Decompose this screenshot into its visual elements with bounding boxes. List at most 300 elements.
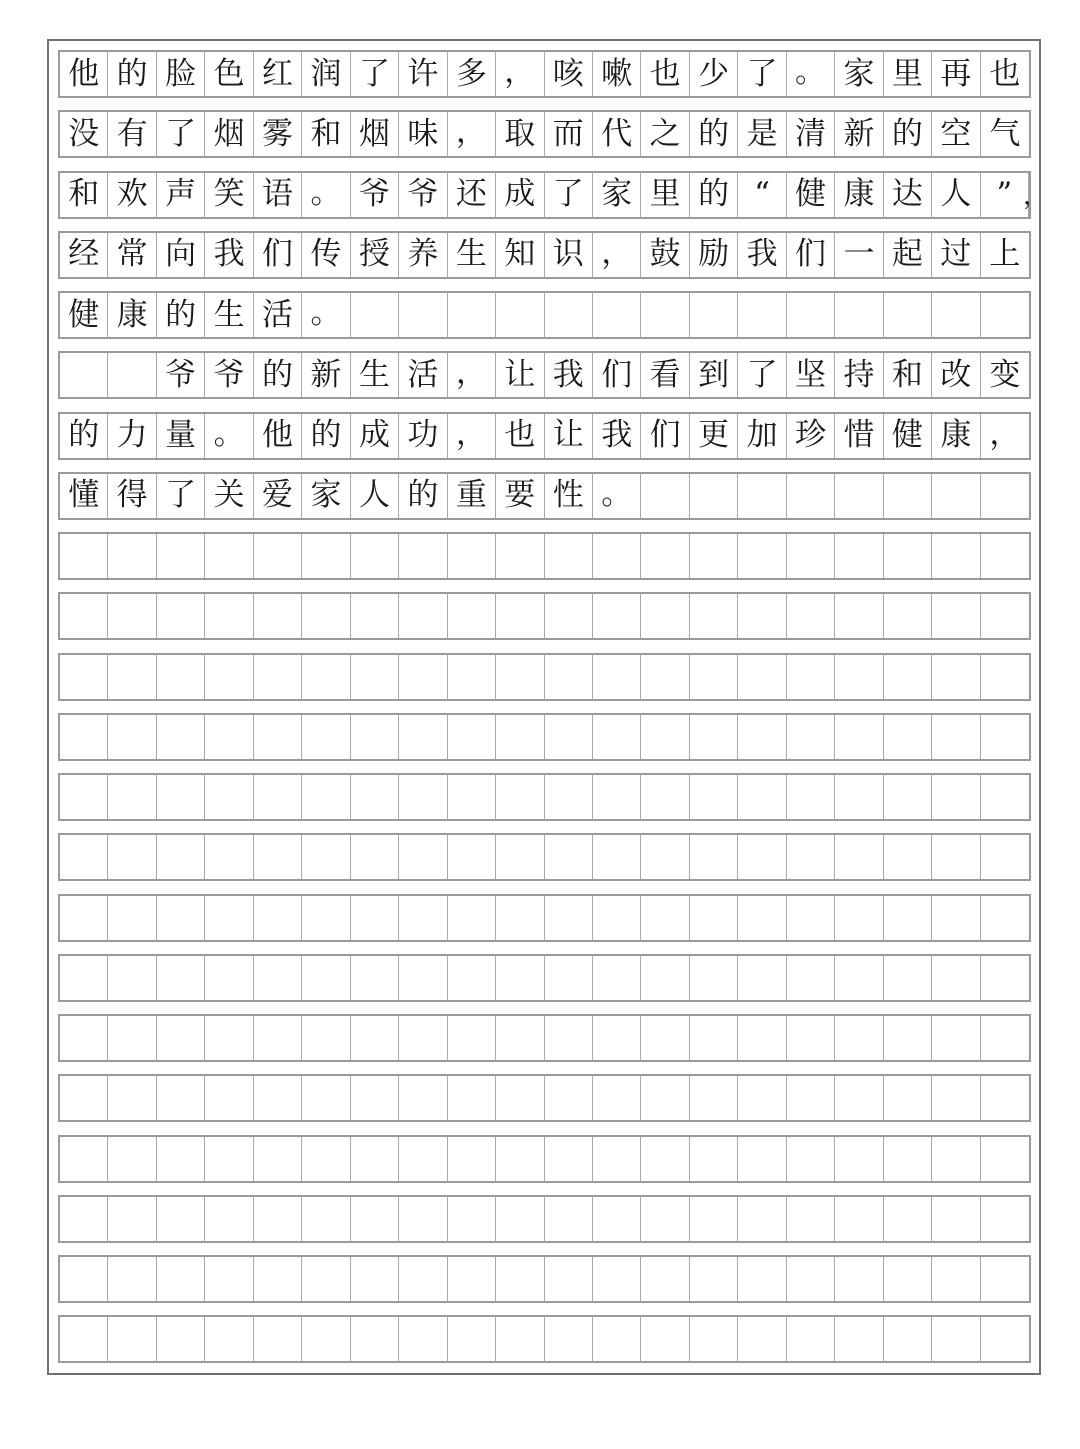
grid-cell bbox=[399, 1016, 447, 1060]
grid-cell bbox=[157, 896, 205, 940]
grid-cell bbox=[496, 775, 544, 819]
grid-cell bbox=[641, 835, 689, 879]
grid-cell: ， bbox=[448, 112, 496, 156]
grid-cell bbox=[641, 474, 689, 518]
grid-cell bbox=[448, 293, 496, 337]
grid-cell bbox=[351, 1016, 399, 1060]
grid-cell bbox=[690, 474, 738, 518]
grid-row bbox=[58, 351, 1031, 399]
grid-cell: 们 bbox=[787, 233, 835, 277]
grid-cell bbox=[254, 715, 302, 759]
grid-row bbox=[58, 50, 1031, 98]
grid-cell bbox=[302, 1317, 350, 1361]
grid-cell bbox=[641, 896, 689, 940]
grid-cell bbox=[787, 293, 835, 337]
grid-cell bbox=[593, 293, 641, 337]
grid-cell bbox=[254, 1016, 302, 1060]
grid-row bbox=[58, 171, 1050, 219]
grid-cell bbox=[254, 1137, 302, 1181]
grid-cell bbox=[108, 715, 156, 759]
grid-cell bbox=[448, 715, 496, 759]
grid-cell bbox=[351, 956, 399, 1000]
grid-cell bbox=[981, 1317, 1029, 1361]
grid-cell bbox=[254, 1257, 302, 1301]
grid-cell bbox=[205, 1137, 253, 1181]
grid-cell bbox=[738, 835, 786, 879]
grid-cell bbox=[254, 835, 302, 879]
grid-cell bbox=[302, 835, 350, 879]
grid-cell bbox=[593, 1137, 641, 1181]
grid-cell bbox=[932, 896, 980, 940]
grid-cell bbox=[787, 1317, 835, 1361]
grid-cell bbox=[981, 1137, 1029, 1181]
grid-cell: 清 bbox=[787, 112, 835, 156]
grid-cell bbox=[448, 1076, 496, 1120]
grid-cell bbox=[932, 956, 980, 1000]
grid-cell: 声 bbox=[157, 173, 205, 217]
grid-cell: 笑 bbox=[205, 173, 253, 217]
grid-cell bbox=[641, 715, 689, 759]
grid-cell: 红 bbox=[254, 52, 302, 96]
grid-cell bbox=[60, 655, 108, 699]
grid-cell bbox=[641, 1137, 689, 1181]
grid-cell: 持 bbox=[835, 353, 883, 397]
grid-cell bbox=[835, 594, 883, 638]
grid-row bbox=[58, 1195, 1031, 1243]
grid-cell bbox=[545, 594, 593, 638]
grid-row bbox=[58, 653, 1031, 701]
grid-cell: 改 bbox=[932, 353, 980, 397]
grid-row bbox=[58, 1014, 1031, 1062]
grid-cell: 咳 bbox=[545, 52, 593, 96]
grid-cell bbox=[545, 775, 593, 819]
grid-cell bbox=[787, 1257, 835, 1301]
grid-cell bbox=[738, 715, 786, 759]
grid-cell bbox=[205, 534, 253, 578]
grid-cell: 起 bbox=[884, 233, 932, 277]
grid-cell: 家 bbox=[835, 52, 883, 96]
grid-cell: 健 bbox=[787, 173, 835, 217]
grid-cell bbox=[205, 1076, 253, 1120]
grid-row bbox=[58, 532, 1031, 580]
grid-cell bbox=[884, 1076, 932, 1120]
grid-cell bbox=[641, 1257, 689, 1301]
grid-cell bbox=[835, 1317, 883, 1361]
grid-cell: 的 bbox=[690, 112, 738, 156]
grid-cell bbox=[351, 1257, 399, 1301]
grid-cell bbox=[157, 1137, 205, 1181]
grid-cell bbox=[157, 1197, 205, 1241]
grid-cell bbox=[835, 1076, 883, 1120]
grid-cell: 功 bbox=[399, 414, 447, 458]
grid-cell: 上 bbox=[989, 236, 1021, 273]
grid-cell: 了 bbox=[351, 52, 399, 96]
grid-cell bbox=[157, 775, 205, 819]
grid-cell bbox=[981, 655, 1029, 699]
grid-cell bbox=[448, 896, 496, 940]
grid-cell: 他 bbox=[60, 52, 108, 96]
grid-cell bbox=[254, 594, 302, 638]
grid-cell: 的 bbox=[302, 414, 350, 458]
grid-cell: 爷 bbox=[399, 173, 447, 217]
grid-cell bbox=[157, 655, 205, 699]
grid-cell: 了 bbox=[738, 353, 786, 397]
grid-cell bbox=[593, 1076, 641, 1120]
grid-cell bbox=[157, 1016, 205, 1060]
grid-cell bbox=[496, 1137, 544, 1181]
grid-cell: 康 bbox=[108, 293, 156, 337]
grid-cell bbox=[593, 956, 641, 1000]
grid-cell bbox=[884, 835, 932, 879]
grid-row bbox=[58, 472, 1031, 520]
grid-cell bbox=[787, 534, 835, 578]
grid-cell: 的 bbox=[108, 52, 156, 96]
grid-cell bbox=[981, 474, 1029, 518]
grid-cell bbox=[545, 1257, 593, 1301]
grid-cell bbox=[884, 1257, 932, 1301]
grid-row bbox=[58, 1255, 1031, 1303]
grid-cell bbox=[302, 715, 350, 759]
grid-cell bbox=[738, 594, 786, 638]
grid-cell bbox=[932, 1257, 980, 1301]
grid-cell: 烟 bbox=[205, 112, 253, 156]
grid-cell bbox=[690, 1197, 738, 1241]
grid-cell bbox=[448, 1317, 496, 1361]
grid-cell bbox=[641, 534, 689, 578]
grid-cell: 的 bbox=[60, 414, 108, 458]
grid-cell: 。 bbox=[302, 173, 350, 217]
grid-cell: 爷 bbox=[157, 353, 205, 397]
grid-cell bbox=[545, 835, 593, 879]
grid-cell: 之 bbox=[641, 112, 689, 156]
grid-cell: 和 bbox=[884, 353, 932, 397]
grid-cell: 人 bbox=[932, 173, 980, 217]
grid-cell bbox=[448, 534, 496, 578]
grid-cell bbox=[738, 896, 786, 940]
grid-cell bbox=[302, 1137, 350, 1181]
grid-cell: 也 bbox=[496, 414, 544, 458]
grid-cell bbox=[205, 1257, 253, 1301]
grid-cell: 色 bbox=[205, 52, 253, 96]
grid-cell: 了 bbox=[157, 112, 205, 156]
grid-cell bbox=[157, 594, 205, 638]
grid-cell bbox=[932, 293, 980, 337]
grid-cell: 加 bbox=[738, 414, 786, 458]
grid-cell bbox=[690, 956, 738, 1000]
grid-cell bbox=[60, 1257, 108, 1301]
grid-cell bbox=[690, 594, 738, 638]
grid-cell bbox=[496, 1076, 544, 1120]
grid-cell bbox=[545, 534, 593, 578]
grid-cell: 也 bbox=[989, 55, 1021, 92]
grid-cell bbox=[787, 896, 835, 940]
grid-cell bbox=[157, 715, 205, 759]
grid-cell: 雾 bbox=[254, 112, 302, 156]
grid-cell bbox=[884, 715, 932, 759]
grid-row bbox=[58, 833, 1031, 881]
grid-cell bbox=[108, 594, 156, 638]
grid-cell bbox=[60, 353, 108, 397]
grid-cell bbox=[302, 1197, 350, 1241]
grid-cell bbox=[690, 293, 738, 337]
grid-cell bbox=[60, 1137, 108, 1181]
grid-cell bbox=[302, 1076, 350, 1120]
grid-cell bbox=[981, 1197, 1029, 1241]
grid-cell bbox=[157, 1317, 205, 1361]
grid-cell bbox=[738, 293, 786, 337]
grid-cell bbox=[448, 1137, 496, 1181]
grid-cell bbox=[157, 1257, 205, 1301]
grid-cell bbox=[399, 1137, 447, 1181]
grid-cell bbox=[496, 956, 544, 1000]
grid-cell bbox=[641, 1016, 689, 1060]
grid-cell: 味 bbox=[399, 112, 447, 156]
grid-cell: 们 bbox=[254, 233, 302, 277]
grid-cell bbox=[593, 1016, 641, 1060]
grid-cell bbox=[448, 594, 496, 638]
grid-cell: 我 bbox=[593, 414, 641, 458]
grid-cell: 的 bbox=[254, 353, 302, 397]
grid-cell: 家 bbox=[302, 474, 350, 518]
grid-cell: 看 bbox=[641, 353, 689, 397]
grid-cell: 新 bbox=[835, 112, 883, 156]
grid-cell: 珍 bbox=[787, 414, 835, 458]
grid-row bbox=[58, 291, 1031, 339]
grid-cell bbox=[302, 594, 350, 638]
grid-row bbox=[58, 954, 1031, 1002]
grid-cell bbox=[254, 1197, 302, 1241]
grid-cell bbox=[399, 715, 447, 759]
grid-cell: 们 bbox=[641, 414, 689, 458]
grid-cell bbox=[60, 1016, 108, 1060]
grid-cell bbox=[835, 534, 883, 578]
grid-cell bbox=[981, 956, 1029, 1000]
grid-cell bbox=[787, 1197, 835, 1241]
grid-cell: ” bbox=[981, 173, 1029, 217]
grid-cell bbox=[351, 1137, 399, 1181]
grid-cell bbox=[399, 835, 447, 879]
grid-cell bbox=[496, 655, 544, 699]
grid-row bbox=[58, 894, 1031, 942]
grid-cell bbox=[302, 896, 350, 940]
grid-cell bbox=[205, 1317, 253, 1361]
grid-cell bbox=[738, 1197, 786, 1241]
grid-cell bbox=[884, 1317, 932, 1361]
grid-cell bbox=[302, 1257, 350, 1301]
grid-cell bbox=[690, 534, 738, 578]
grid-cell bbox=[108, 1016, 156, 1060]
grid-cell: 。 bbox=[787, 52, 835, 96]
grid-cell bbox=[157, 534, 205, 578]
grid-cell bbox=[835, 715, 883, 759]
grid-cell bbox=[641, 1076, 689, 1120]
grid-cell bbox=[932, 1317, 980, 1361]
grid-cell bbox=[738, 1257, 786, 1301]
grid-cell bbox=[399, 896, 447, 940]
grid-cell bbox=[641, 655, 689, 699]
grid-cell: 再 bbox=[932, 52, 980, 96]
grid-cell bbox=[593, 835, 641, 879]
grid-cell bbox=[835, 956, 883, 1000]
grid-cell bbox=[690, 1016, 738, 1060]
grid-cell bbox=[738, 534, 786, 578]
grid-cell bbox=[932, 655, 980, 699]
grid-cell bbox=[932, 534, 980, 578]
grid-cell bbox=[787, 474, 835, 518]
grid-cell bbox=[981, 715, 1029, 759]
grid-cell: 爷 bbox=[205, 353, 253, 397]
grid-cell: 里 bbox=[884, 52, 932, 96]
grid-cell: 了 bbox=[738, 52, 786, 96]
grid-cell bbox=[302, 956, 350, 1000]
grid-cell bbox=[60, 1317, 108, 1361]
grid-cell bbox=[545, 655, 593, 699]
grid-cell: 授 bbox=[351, 233, 399, 277]
grid-cell bbox=[835, 655, 883, 699]
grid-cell bbox=[690, 1137, 738, 1181]
grid-cell bbox=[205, 594, 253, 638]
grid-cell bbox=[593, 1317, 641, 1361]
grid-cell: 润 bbox=[302, 52, 350, 96]
grid-cell bbox=[108, 896, 156, 940]
grid-cell bbox=[399, 1317, 447, 1361]
grid-cell: 传 bbox=[302, 233, 350, 277]
grid-cell bbox=[254, 956, 302, 1000]
grid-cell bbox=[981, 1016, 1029, 1060]
grid-cell: 我 bbox=[738, 233, 786, 277]
grid-cell bbox=[254, 1076, 302, 1120]
grid-cell bbox=[787, 1137, 835, 1181]
grid-cell bbox=[399, 775, 447, 819]
grid-cell bbox=[641, 775, 689, 819]
grid-cell bbox=[738, 956, 786, 1000]
grid-cell: 力 bbox=[108, 414, 156, 458]
grid-cell bbox=[205, 1197, 253, 1241]
grid-cell bbox=[108, 353, 156, 397]
grid-cell: 我 bbox=[545, 353, 593, 397]
grid-cell bbox=[545, 896, 593, 940]
grid-cell: ， bbox=[593, 233, 641, 277]
grid-cell bbox=[593, 775, 641, 819]
grid-cell bbox=[157, 1076, 205, 1120]
grid-cell bbox=[641, 594, 689, 638]
grid-cell bbox=[932, 775, 980, 819]
grid-cell: 和 bbox=[60, 173, 108, 217]
grid-cell: 生 bbox=[351, 353, 399, 397]
grid-cell bbox=[496, 835, 544, 879]
grid-cell bbox=[738, 474, 786, 518]
grid-cell: 生 bbox=[205, 293, 253, 337]
grid-cell bbox=[932, 594, 980, 638]
grid-cell: 。 bbox=[302, 293, 350, 337]
grid-cell: 成 bbox=[351, 414, 399, 458]
grid-cell bbox=[884, 1016, 932, 1060]
grid-cell bbox=[835, 775, 883, 819]
grid-cell: 有 bbox=[108, 112, 156, 156]
grid-cell: 量 bbox=[157, 414, 205, 458]
margin-punctuation: ， bbox=[1023, 180, 1050, 211]
grid-cell: 要 bbox=[496, 474, 544, 518]
grid-cell bbox=[399, 1197, 447, 1241]
grid-cell bbox=[254, 775, 302, 819]
grid-cell bbox=[932, 1016, 980, 1060]
grid-cell: 过 bbox=[932, 233, 980, 277]
grid-cell bbox=[157, 956, 205, 1000]
grid-cell bbox=[641, 293, 689, 337]
grid-cell bbox=[738, 1317, 786, 1361]
grid-cell: 让 bbox=[545, 414, 593, 458]
grid-cell bbox=[787, 1016, 835, 1060]
grid-cell bbox=[448, 956, 496, 1000]
grid-cell bbox=[738, 775, 786, 819]
grid-cell bbox=[351, 1076, 399, 1120]
grid-cell: 懂 bbox=[60, 474, 108, 518]
grid-cell bbox=[60, 896, 108, 940]
grid-cell: 经 bbox=[60, 233, 108, 277]
grid-cell bbox=[351, 835, 399, 879]
grid-cell: 向 bbox=[157, 233, 205, 277]
grid-cell bbox=[108, 956, 156, 1000]
grid-cell bbox=[399, 534, 447, 578]
grid-cell bbox=[981, 1257, 1029, 1301]
grid-cell: 新 bbox=[302, 353, 350, 397]
grid-cell bbox=[641, 1197, 689, 1241]
grid-cell bbox=[351, 655, 399, 699]
grid-row bbox=[58, 1135, 1031, 1183]
grid-cell bbox=[545, 1076, 593, 1120]
grid-cell: 爷 bbox=[351, 173, 399, 217]
grid-cell bbox=[205, 896, 253, 940]
grid-cell bbox=[593, 655, 641, 699]
grid-cell bbox=[787, 655, 835, 699]
grid-cell bbox=[932, 1197, 980, 1241]
grid-cell bbox=[981, 835, 1029, 879]
grid-cell bbox=[787, 594, 835, 638]
grid-cell bbox=[254, 1317, 302, 1361]
grid-cell bbox=[932, 835, 980, 879]
grid-cell bbox=[302, 655, 350, 699]
grid-cell bbox=[787, 1076, 835, 1120]
grid-cell: 。 bbox=[593, 474, 641, 518]
grid-cell: 也 bbox=[641, 52, 689, 96]
grid-cell bbox=[496, 1317, 544, 1361]
grid-cell bbox=[351, 715, 399, 759]
grid-cell bbox=[593, 1257, 641, 1301]
grid-cell bbox=[787, 715, 835, 759]
grid-cell bbox=[835, 1257, 883, 1301]
grid-cell bbox=[835, 293, 883, 337]
grid-cell bbox=[738, 1076, 786, 1120]
grid-cell bbox=[884, 1197, 932, 1241]
grid-cell bbox=[448, 655, 496, 699]
grid-cell bbox=[835, 474, 883, 518]
grid-cell bbox=[108, 655, 156, 699]
grid-cell: 惜 bbox=[835, 414, 883, 458]
grid-cell: 坚 bbox=[787, 353, 835, 397]
grid-cell bbox=[254, 534, 302, 578]
grid-cell bbox=[351, 293, 399, 337]
grid-cell bbox=[884, 655, 932, 699]
grid-cell bbox=[738, 1016, 786, 1060]
grid-cell: 人 bbox=[351, 474, 399, 518]
grid-cell bbox=[205, 715, 253, 759]
grid-cell bbox=[738, 1137, 786, 1181]
grid-cell bbox=[60, 775, 108, 819]
grid-cell bbox=[690, 775, 738, 819]
grid-cell bbox=[108, 1076, 156, 1120]
grid-cell: 让 bbox=[496, 353, 544, 397]
grid-cell bbox=[302, 775, 350, 819]
